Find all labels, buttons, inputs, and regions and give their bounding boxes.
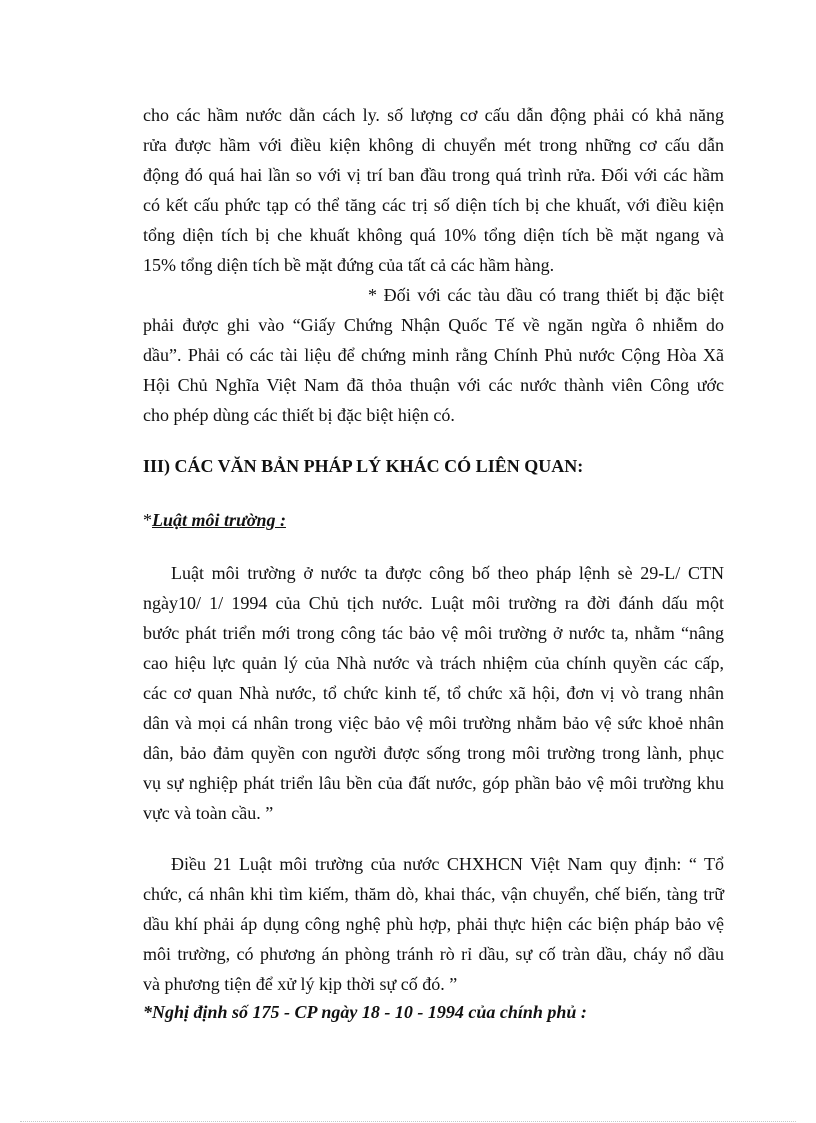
paragraph-line: dân, bảo đảm quyền con người được sống trong môi trường trong lành, phục xyxy=(143,743,724,763)
paragraph-line: cho phép dùng các thiết bị đặc biệt hiện có. xyxy=(143,405,455,425)
paragraph-line: các cơ quan Nhà nước, tổ chức kinh tế, tổ chức xã hội, đơn vị vò trang nhân xyxy=(143,683,724,703)
section-heading: III) CÁC VĂN BẢN PHÁP LÝ KHÁC CÓ LIÊN QUAN: xyxy=(143,456,584,476)
subheading-bullet: * xyxy=(143,510,152,530)
paragraph-line: ngày10/ 1/ 1994 của Chủ tịch nước. Luật môi trường ra đời đánh dấu một xyxy=(143,593,724,613)
paragraph-line: * Đối với các tàu dầu có trang thiết bị đặc biệt xyxy=(368,285,724,305)
paragraph-line: động đó quá hai lần so với vị trí ban đầu trong quá trình rửa. Đối với các hầm xyxy=(143,165,724,185)
subheading-decree: *Nghị định số 175 - CP ngày 18 - 10 - 1994 của chính phủ : xyxy=(143,1002,587,1022)
subheading-text: Luật môi trường : xyxy=(152,510,286,530)
paragraph-line: vụ sự nghiệp phát triển lâu bền của đất nước, góp phần bảo vệ môi trường khu xyxy=(143,773,724,793)
paragraph-line: Hội Chủ Nghĩa Việt Nam đã thỏa thuận với các nước thành viên Công ước xyxy=(143,375,724,395)
paragraph-line: bước phát triển mới trong công tác bảo vệ môi trường ở nước ta, nhằm “nâng xyxy=(143,623,724,643)
paragraph-line: chức, cá nhân khi tìm kiếm, thăm dò, khai thác, vận chuyển, chế biến, tàng trữ xyxy=(143,884,724,904)
paragraph-line: vực và toàn cầu. ” xyxy=(143,803,274,823)
paragraph-line: rửa được hầm với điều kiện không di chuyển mét trong những cơ cấu dẫn xyxy=(143,135,724,155)
paragraph-line: 15% tổng diện tích bề mặt đứng của tất cả các hầm hàng. xyxy=(143,255,555,275)
paragraph-line: có kết cấu phức tạp có thể tăng các trị số diện tích bị che khuất, với điều kiện xyxy=(143,195,724,215)
paragraph-line: dầu khí phải áp dụng công nghệ phù hợp, phải thực hiện các biện pháp bảo vệ xyxy=(143,914,724,934)
paragraph-line: Luật môi trường ở nước ta được công bố theo pháp lệnh sè 29-L/ CTN xyxy=(171,563,724,583)
subheading-environment-law xyxy=(143,509,724,531)
paragraph-line: cao hiệu lực quản lý của Nhà nước và trách nhiệm của chính quyền các cấp, xyxy=(143,653,724,673)
paragraph-line: môi trường, có phương án phòng tránh rò rỉ dầu, sự cố tràn dầu, cháy nổ dầu xyxy=(143,944,724,964)
page-bottom-rule xyxy=(20,1121,796,1122)
paragraph-line: phải được ghi vào “Giấy Chứng Nhận Quốc Tế về ngăn ngừa ô nhiễm do xyxy=(143,315,724,335)
paragraph-line: dân và mọi cá nhân trong việc bảo vệ môi trường nhằm bảo vệ sức khoẻ nhân xyxy=(143,713,724,733)
paragraph-line: và phương tiện để xử lý kịp thời sự cố đó. ” xyxy=(143,974,458,994)
paragraph-line: tổng diện tích bị che khuất không quá 10% tổng diện tích bề mặt ngang và xyxy=(143,225,724,245)
paragraph-line: dầu”. Phải có các tài liệu để chứng minh rằng Chính Phủ nước Cộng Hòa Xã xyxy=(143,345,724,365)
paragraph-line: Điều 21 Luật môi trường của nước CHXHCN Việt Nam quy định: “ Tổ xyxy=(171,854,724,874)
paragraph-line: cho các hầm nước dằn cách ly. số lượng cơ cấu dẫn động phải có khả năng xyxy=(143,105,724,125)
